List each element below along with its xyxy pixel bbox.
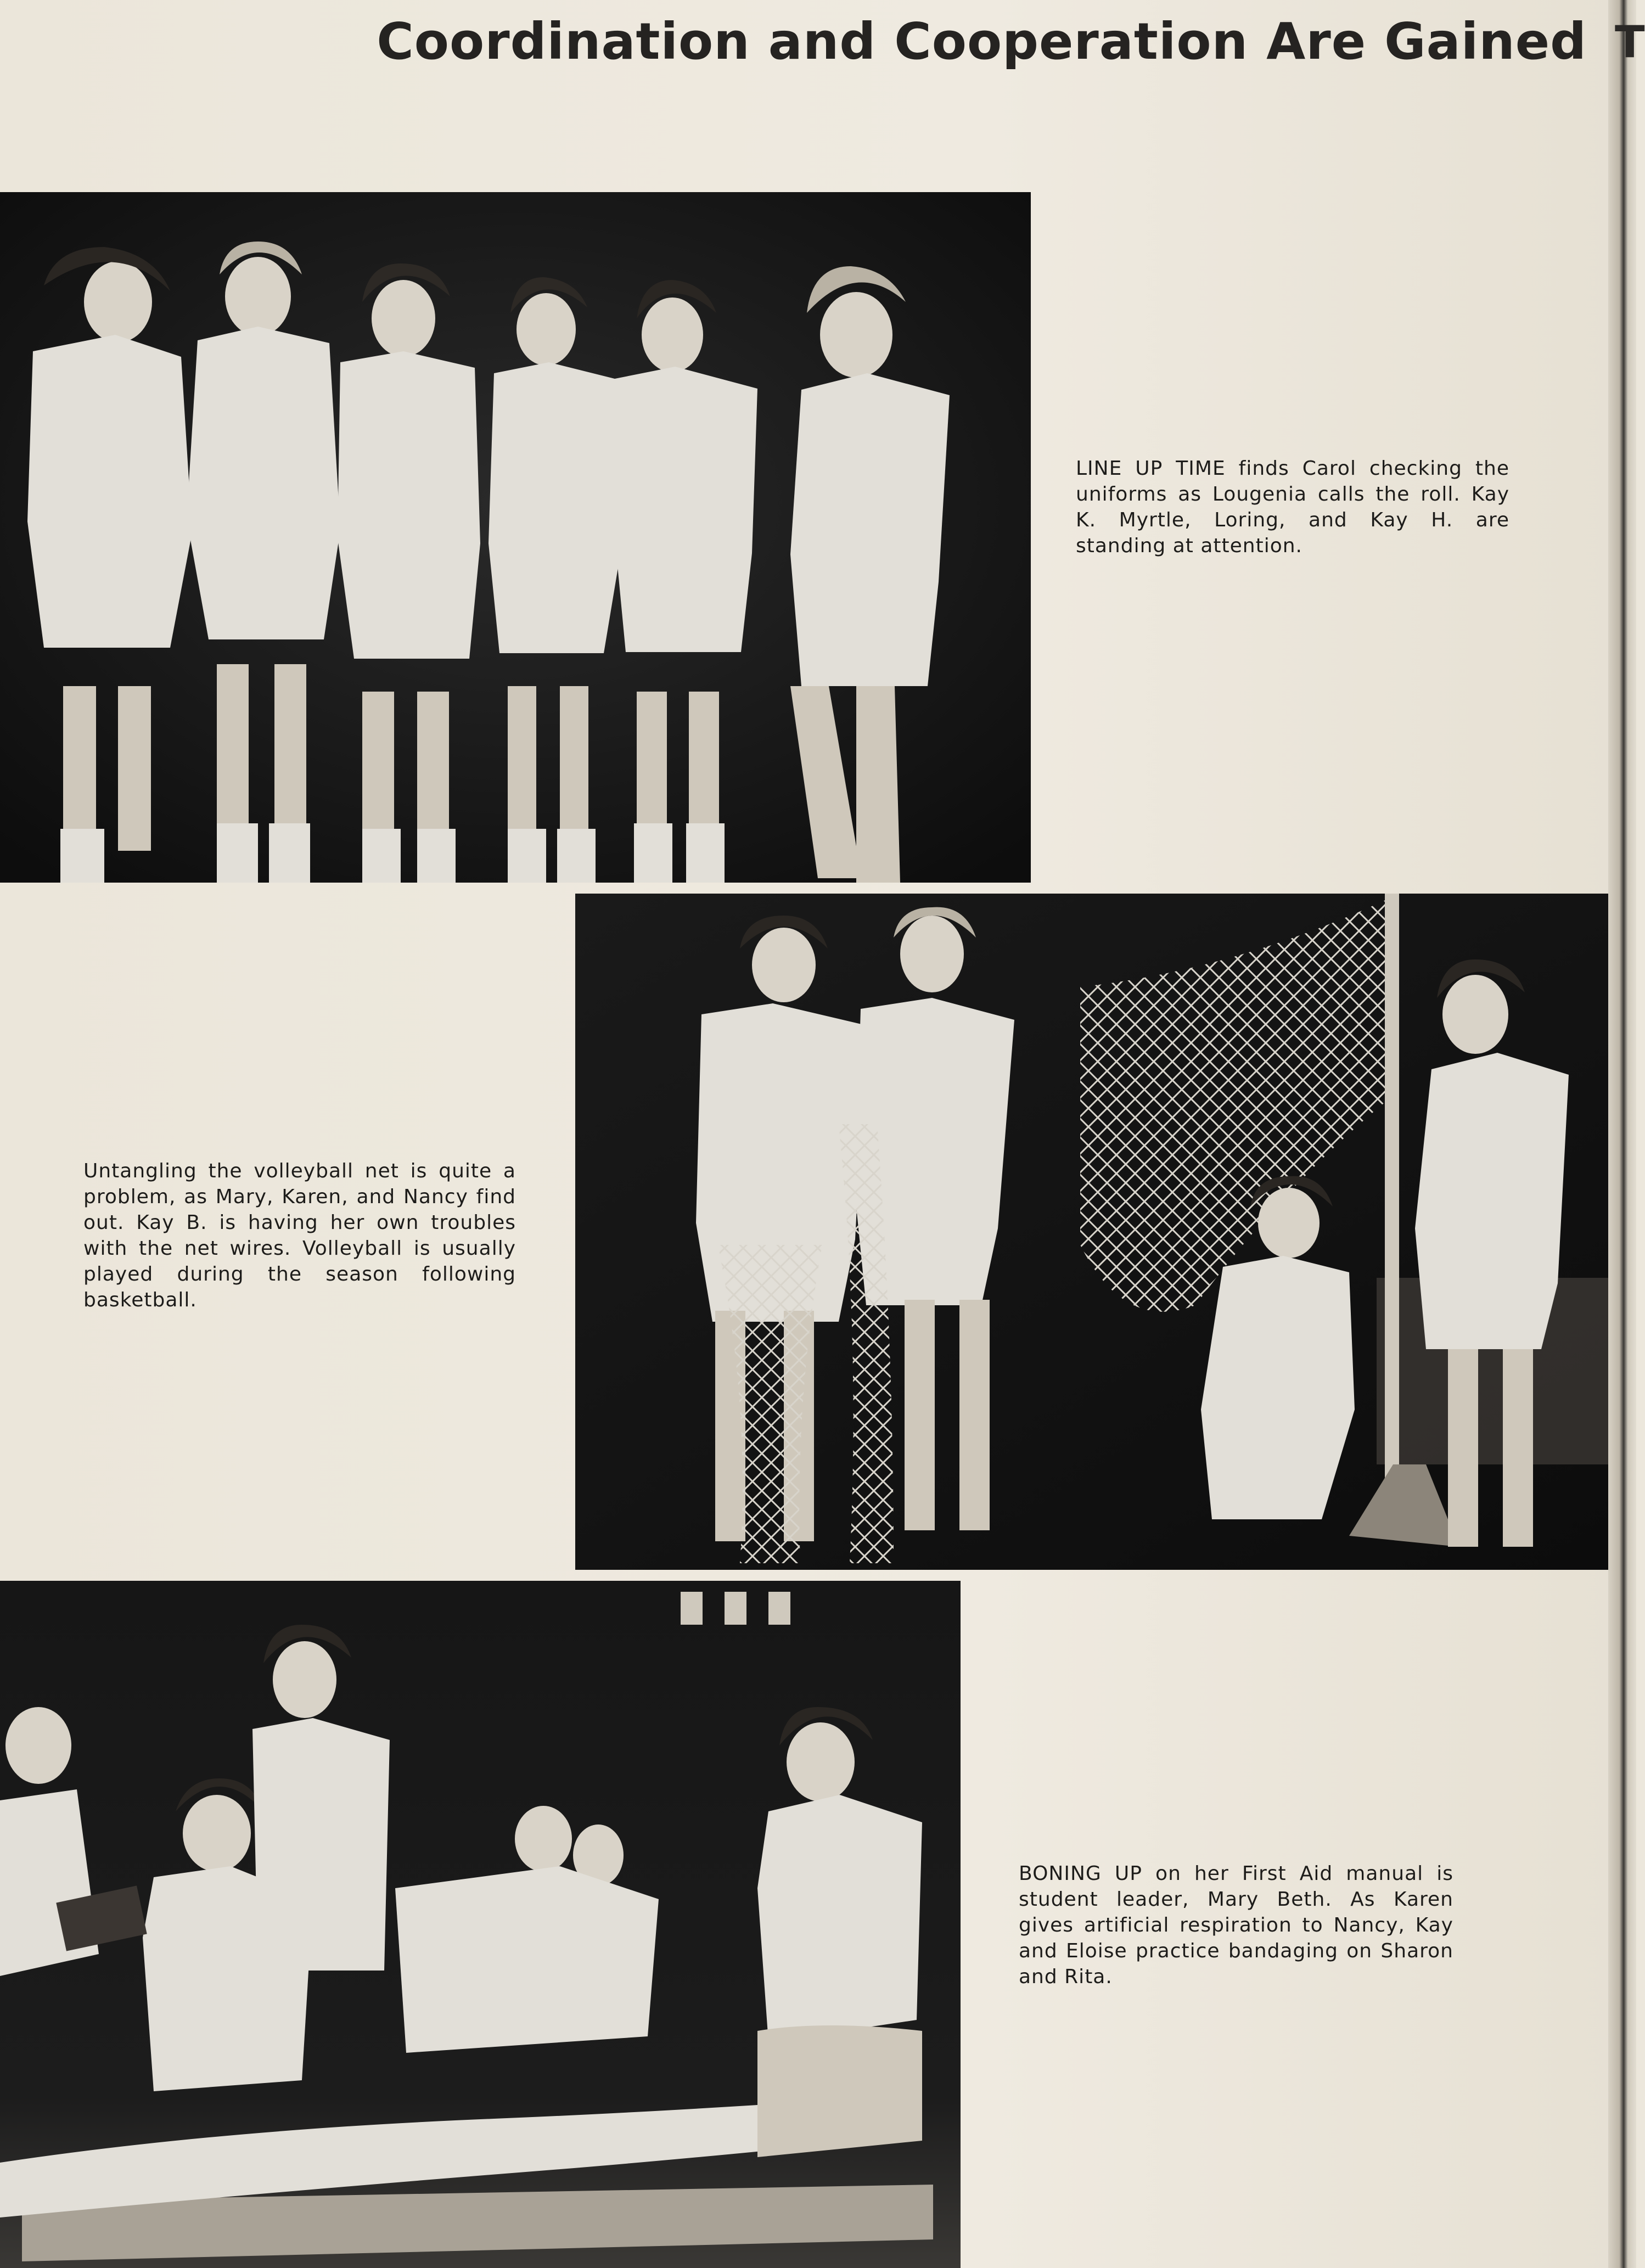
photo-first-aid-icon bbox=[0, 1581, 961, 2268]
caption-first-aid: BONING UP on her First Aid manual is student leader, Mary Beth. As Karen gives artificial respiration to Nancy, Kay and Eloise practice bandaging on Sharon and Rita. bbox=[1019, 1862, 1453, 1988]
book-gutter bbox=[1608, 0, 1636, 2268]
photo-girls-lineup bbox=[0, 192, 1031, 883]
photo-girls-lineup-icon bbox=[0, 192, 1031, 883]
photo-first-aid bbox=[0, 1581, 961, 2268]
caption-volleyball: Untangling the volleyball net is quite a problem, as Mary, Karen, and Nancy find out. Kay B. is having her own troubles with the net wires. Volleyball is usually played during the season following basketball. bbox=[83, 1160, 516, 1311]
caption-lineup: LINE UP TIME finds Carol checking the uniforms as Lougenia calls the roll. Kay K. Myrtle, Loring, and Kay H. are standing at attention. bbox=[1076, 457, 1509, 557]
page-title: Coordination and Cooperation Are Gained bbox=[377, 12, 1587, 71]
facing-page-edge-letter: T bbox=[1615, 16, 1645, 68]
photo-volleyball-net bbox=[575, 894, 1608, 1570]
photo-volleyball-net-icon bbox=[575, 894, 1608, 1570]
